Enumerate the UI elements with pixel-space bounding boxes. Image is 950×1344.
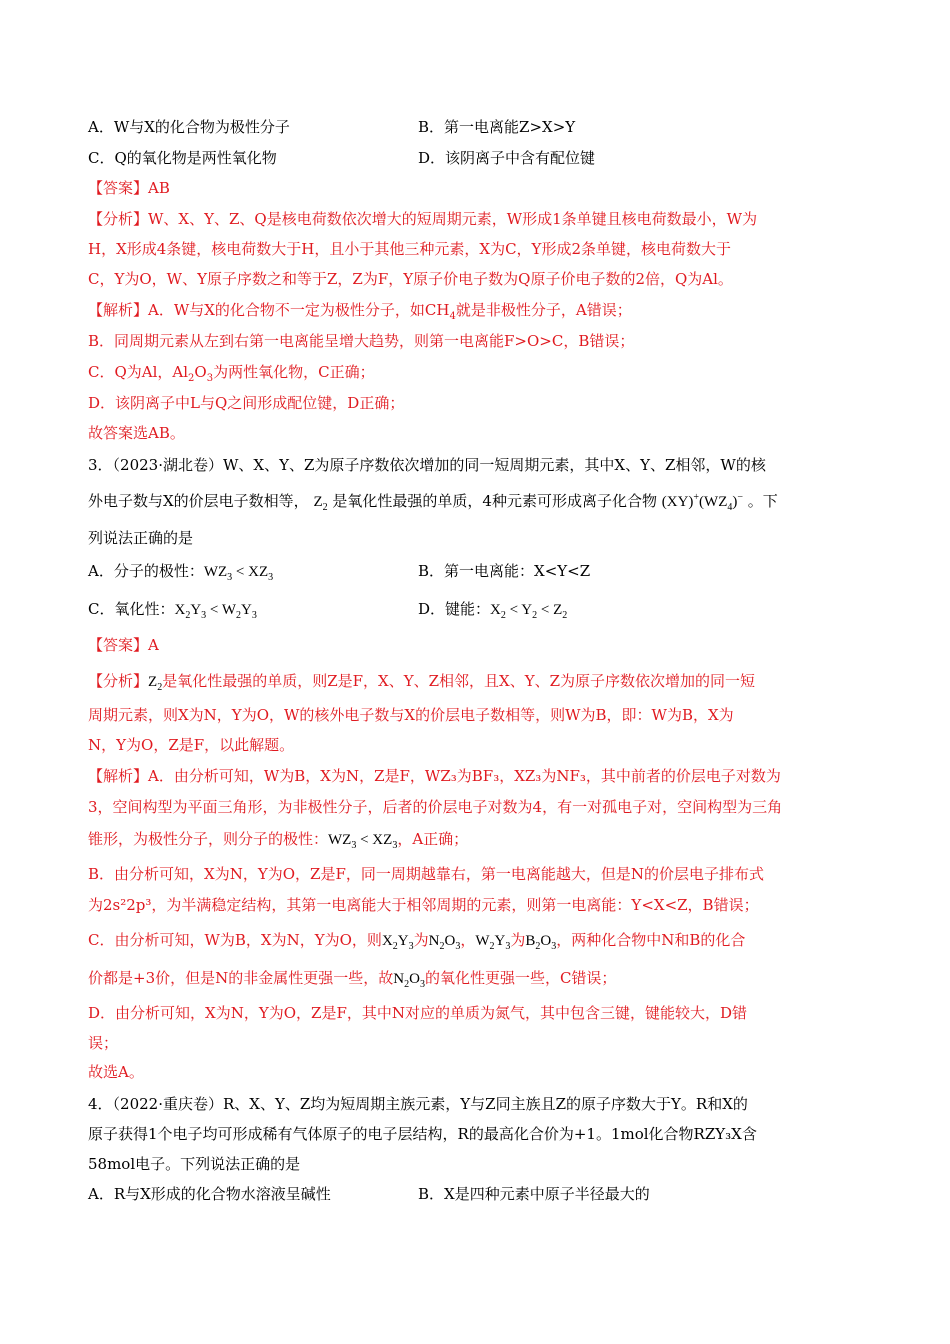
text: 为两性氧化物，C正确； [213, 363, 375, 381]
text: 是氧化性最强的单质，4种元素可形成离子化合物 [332, 492, 657, 510]
q2-explanation-c [88, 361, 375, 383]
q2-final: 故答案选AB。 [88, 424, 185, 442]
q3-explanation-line [88, 828, 468, 851]
formula: $X_2 < Y_2 < Z_2$ [490, 602, 568, 621]
subscript: 2 [188, 373, 195, 384]
q3-explanation-line [88, 967, 616, 990]
text: O [194, 363, 207, 381]
q3-explanation-line: 为2s²2p³，为半满稳定结构，其第一电离能大于相邻周期的元素，则第一电离能：Y<X<Z，B错误； [88, 896, 759, 914]
q2-explanation-d: D．该阴离子中L与Q之间形成配位键，D正确； [88, 394, 405, 412]
q3-analysis-line: 周期元素，则X为N，Y为O，W的核外电子数与X的价层电子数相等，则W为B，即：W为B，X为 [88, 706, 734, 724]
q2-explanation-a [88, 299, 632, 321]
q3-option-c [88, 598, 257, 621]
q3-answer: 【答案】A [88, 636, 159, 654]
q3-final: 故选A。 [88, 1063, 144, 1081]
text: C．氧化性： [88, 600, 175, 618]
q3-explanation-line [88, 929, 745, 952]
q4-stem-line: 4．（2022·重庆卷）R、X、Y、Z均为短周期主族元素，Y与Z同主族且Z的原子序数大于Y。R和X的 [88, 1095, 748, 1113]
q3-explanation-line: B．由分析可知，X为N，Y为O，Z是F，同一周期越靠右，第一电离能越大，但是N的价层电子排布式 [88, 865, 764, 883]
q3-stem-line [88, 490, 778, 513]
q3-explanation-line: 【解析】A．由分析可知，W为B，X为N，Z是F，WZ₃为BF₃，XZ₃为NF₃，其中前者的价层电子对数为 [88, 767, 781, 785]
text: C．Q为Al，Al [88, 363, 189, 381]
q3-explanation-line: D．由分析可知，X为N，Y为O，Z是F，其中N对应的单质为氮气，其中包含三键，键能较大，D错 [88, 1004, 748, 1022]
formula: $WZ_3 < XZ_3$ [203, 564, 274, 583]
q3-explanation-line: 误； [88, 1034, 119, 1052]
formula: $WZ_3 < XZ_3$ [328, 832, 398, 851]
q2-option-a: A．W与X的化合物为极性分子 [88, 118, 290, 136]
text: C．由分析可知，W为B，X为N，Y为O，则 [88, 931, 382, 949]
q3-option-b: B．第一电离能：X<Y<Z [418, 562, 591, 580]
formula-z2: $Z_2$ [148, 674, 163, 693]
subscript: 4 [449, 311, 456, 322]
q3-stem-line: 3．（2023·湖北卷）W、X、Y、Z为原子序数依次增加的同一短周期元素，其中X、Y、Z相邻，W的核 [88, 456, 766, 474]
formula: $N_2O_3$ [428, 933, 461, 952]
q4-stem-line: 58mol电子。下列说法正确的是 [88, 1155, 301, 1173]
q4-option-a: A．R与X形成的化合物水溶液呈碱性 [88, 1185, 331, 1203]
text: 是氧化性最强的单质，则Z是F，X、Y、Z相邻，且X、Y、Z为原子序数依次增加的同一短 [162, 672, 756, 690]
q3-analysis-line [88, 670, 755, 693]
q2-analysis-line: C，Y为O，W、Y原子序数之和等于Z，Z为F，Y原子价电子数为Q原子价电子数的2倍，Q为Al。 [88, 270, 733, 288]
text: 的氧化性更强一些，C错误； [424, 969, 617, 987]
formula-z2: $Z_2$ [313, 494, 328, 513]
text: 价都是+3价，但是N的非金属性更强一些，故 [88, 969, 394, 987]
q4-stem-line: 原子获得1个电子均可形成稀有气体原子的电子层结构，R的最高化合价为+1。1mol化合物RZY₃X含 [88, 1125, 757, 1143]
text: 。下 [747, 492, 778, 510]
q3-stem-line: 列说法正确的是 [88, 529, 194, 547]
formula: $B_2O_3$ [525, 933, 557, 952]
q2-answer: 【答案】AB [88, 179, 170, 197]
text: 外电子数与X的价层电子数相等， [88, 492, 309, 510]
text: 为 [413, 931, 429, 949]
subscript: 3 [206, 373, 214, 384]
q4-option-b: B．X是四种元素中原子半径最大的 [418, 1185, 650, 1203]
q3-option-d [418, 598, 567, 621]
q2-option-d: D．该阴离子中含有配位键 [418, 149, 596, 167]
q2-analysis-line: 【分析】W、X、Y、Z、Q是核电荷数依次增大的短周期元素，W形成1条单键且核电荷数最小，W为 [88, 210, 758, 228]
formula: $X_2Y_3$ [381, 933, 414, 952]
text: A．分子的极性： [88, 562, 204, 580]
text: 【分析】 [88, 672, 149, 690]
formula-ionic-compound: $(XY)^+(WZ_4)^-$ [661, 492, 744, 513]
text: 【解析】A．W与X的化合物不一定为极性分子，如CH [88, 301, 450, 319]
text: ，两种化合物中N和B的化合 [556, 931, 746, 949]
formula: $W_2Y_3$ [475, 933, 511, 952]
text: ，A正确； [397, 830, 469, 848]
text: 锥形，为极性分子，则分子的极性： [88, 830, 329, 848]
text: ， [460, 931, 476, 949]
text: D．键能： [418, 600, 491, 618]
q2-option-b: B．第一电离能Z>X>Y [418, 118, 576, 136]
q3-explanation-line: 3，空间构型为平面三角形，为非极性分子，后者的价层电子对数为4，有一对孤电子对，空间构型为三角 [88, 798, 783, 816]
formula: $X_2Y_3 < W_2Y_3$ [174, 602, 257, 621]
q2-analysis-line: H，X形成4条键，核电荷数大于H，且小于其他三种元素，X为C，Y形成2条单键，核电荷数大于 [88, 240, 731, 258]
text: 为 [510, 931, 526, 949]
q3-option-a [88, 560, 273, 583]
q3-analysis-line: N，Y为O，Z是F，以此解题。 [88, 736, 295, 754]
q2-option-c: C．Q的氧化物是两性氧化物 [88, 149, 277, 167]
q2-explanation-b: B．同周期元素从左到右第一电离能呈增大趋势，则第一电离能F>O>C，B错误； [88, 332, 635, 350]
text: 就是非极性分子，A错误； [455, 301, 632, 319]
formula: $N_2O_3$ [393, 971, 425, 990]
